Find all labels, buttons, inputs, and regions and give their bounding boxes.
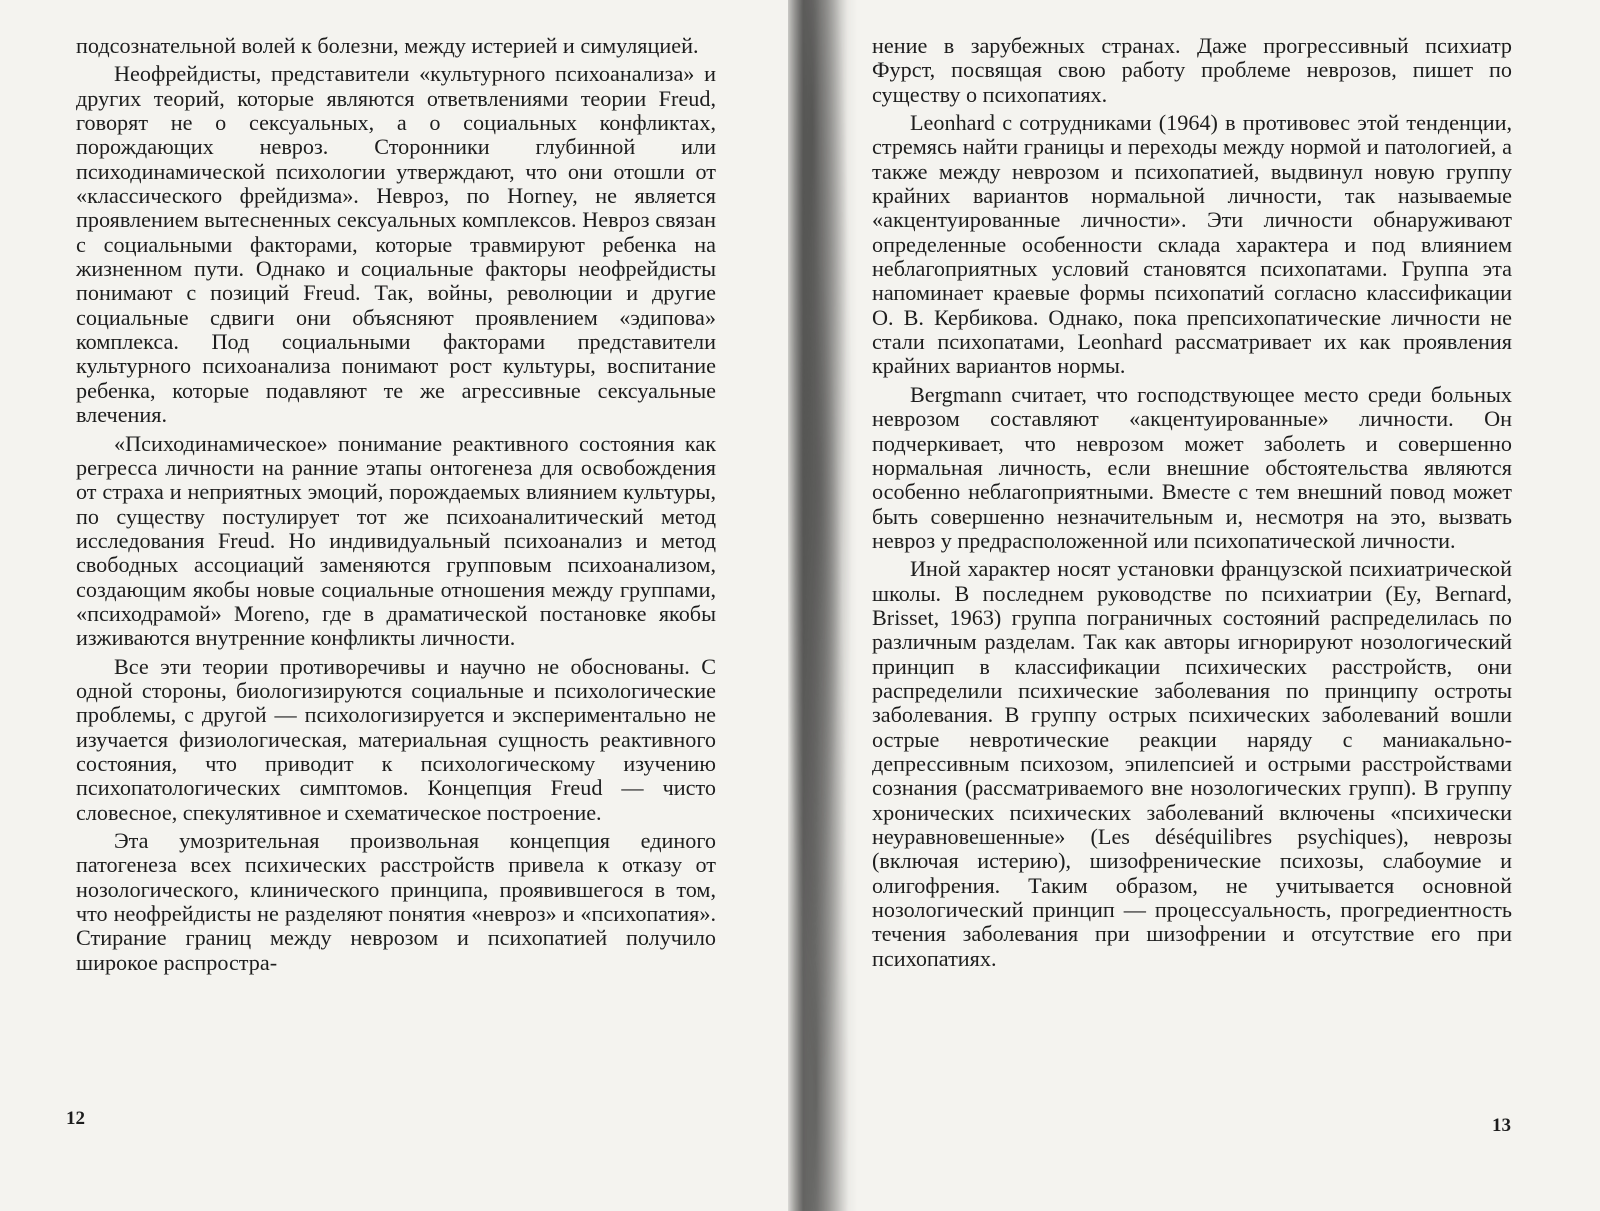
paragraph: Leonhard с сотрудниками (1964) в противовес этой тенденции, стремясь найти границы и переходы между нормой и патологией, а также между неврозом и психопатией, выдвинул новую группу крайних вариантов нормальной личности, так называемые «акцентуированные личности». Эти личности обнаруживают определенные особенности склада характера и под влиянием неблагоприятных условий становятся психопатами. Группа эта напоминает краевые формы психопатий согласно классификации О. В. Кербикова. Однако, пока препсихопатические личности не стали психопатами, Leonhard рассматривает их как проявления крайних вариантов нормы. [872, 110, 1512, 379]
paragraph: «Психодинамическое» понимание реактивного состояния как регресса личности на ранние этапы онтогенеза для освобождения от страха и неприятных эмоций, порождаемых влиянием культуры, по существу постулирует тот же психоаналитический метод исследования Freud. Но индивидуальный психоанализ и метод свободных ассоциаций заменяются групповым психоанализом, создающим якобы новые социальные отношения между группами, «психодрамой» Moreno, где в драматической постановке якобы изживаются внутренние конфликты личности. [76, 430, 716, 651]
paragraph: Bergmann считает, что господствующее место среди больных неврозом составляют «акцентуированные» личности. Он подчеркивает, что неврозом может заболеть и совершенно нормальная личность, если внешние обстоятельства являются особенно неблагоприятными. Вместе с тем внешний повод может быть совершенно незначительным и, несмотря на это, вызвать невроз у предрасположенной или психопатической личности. [872, 381, 1512, 553]
book-gutter-shadow [788, 0, 858, 1211]
paragraph: Все эти теории противоречивы и научно не обоснованы. С одной стороны, биологизируются социальные и психологические проблемы, с другой — психологизируется и экспериментально не изучается физиологическая, материальная сущность реактивного состояния, что приводит к психологическому изучению психопатологических симптомов. Концепция Freud — чисто словесное, спекулятивное и схематическое построение. [76, 653, 716, 825]
paragraph: Неофрейдисты, представители «культурного психоанализа» и других теорий, которые являются ответвлениями теории Freud, говорят не о сексуальных, а о социальных конфликтах, порождающих невроз. Сторонники глубинной или психодинамической психологии утверждают, что они отошли от «классического фрейдизма». Невроз, по Horney, не является проявлением вытесненных сексуальных комплексов. Невроз связан с социальными факторами, которые травмируют ребенка на жизненном пути. Однако и социальные факторы неофрейдисты понимают с позиций Freud. Так, войны, революции и другие социальные сдвиги они объясняют проявлением «эдипова» комплекса. Под социальными факторами представители культурного психоанализа понимают рост культуры, воспитание ребенка, которые подавляют те же агрессивные сексуальные влечения. [76, 61, 716, 428]
right-page [872, 34, 1512, 975]
page-number-left: 12 [66, 1108, 85, 1129]
paragraph: Иной характер носят установки французской психиатрической школы. В последнем руководстве по психиатрии (Ey, Bernard, Brisset, 1963) группа пограничных состояний распределилась по различным разделам. Так как авторы игнорируют нозологический принцип в классификации психических расстройств, они распределили психические заболевания по принципу остроты заболевания. В группу острых психических заболеваний вошли острые невротические реакции наряду с маниакально-депрессивным психозом, эпилепсией и острыми расстройствами сознания (рассматриваемого вне нозологических групп). В группу хронических психических заболеваний включены «психически неуравновешенные» (Les déséquilibres psychiques), неврозы (включая истерию), шизофренические психозы, слабоумие и олигофрения. Таким образом, не учитывается основной нозологический принцип — процессуальность, прогредиентность течения заболевания при шизофрении и отсутствие его при психопатиях. [872, 556, 1512, 971]
left-page [76, 34, 716, 979]
page-number-right: 13 [1492, 1115, 1511, 1136]
paragraph: подсознательной волей к болезни, между истерией и симуляцией. [76, 33, 699, 58]
paragraph: нение в зарубежных странах. Даже прогрессивный психиатр Фурст, посвящая свою работу проблеме неврозов, пишет по существу о психопатиях. [872, 33, 1512, 107]
paragraph: Эта умозрительная произвольная концепция единого патогенеза всех психических расстройств привела к отказу от нозологического, клинического принципа, проявившегося в том, что неофрейдисты не разделяют понятия «невроз» и «психопатия». Стирание границ между неврозом и психопатией получило широкое распростра- [76, 828, 716, 975]
